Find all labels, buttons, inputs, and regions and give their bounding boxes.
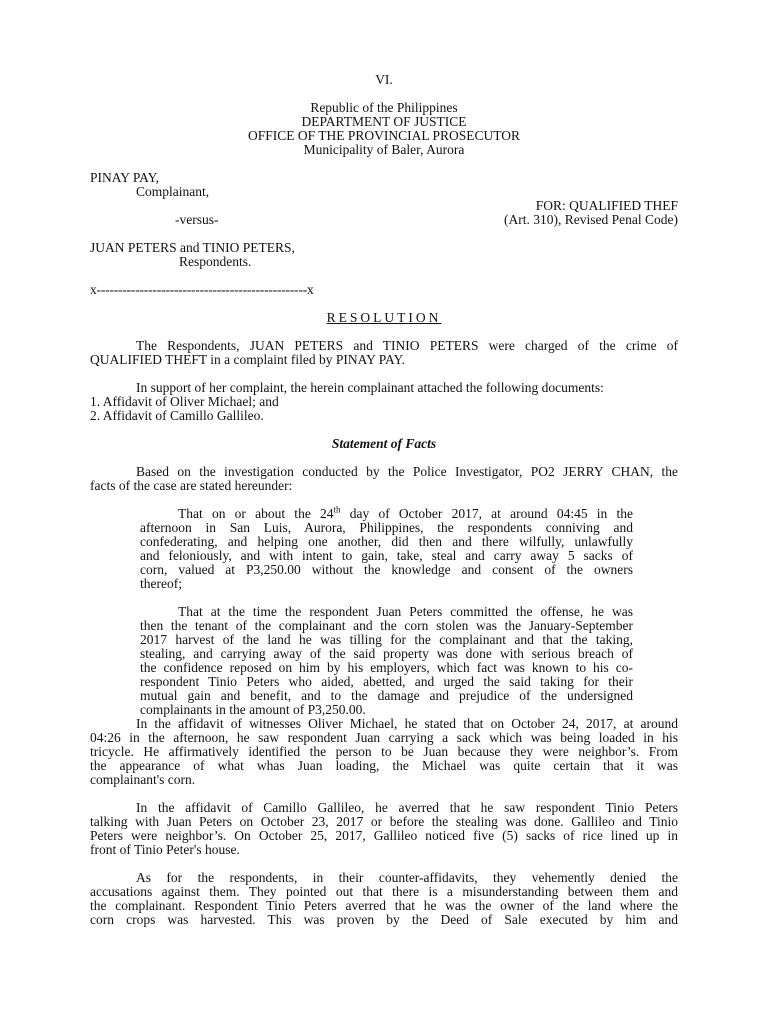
document-item-2: 2. Affidavit of Camillo Gallileo. xyxy=(90,408,264,423)
text-line xyxy=(140,504,633,521)
text-line: corn crops was harvested. This was proven by the Deed of Sale executed by him and xyxy=(90,912,678,927)
text-fragment: day of October 2017, at around 04:45 in the xyxy=(340,506,633,521)
text-line: Based on the investigation conducted by the Police Investigator, PO2 JERRY CHAN, the xyxy=(136,464,678,479)
text-line: confederating, and helping one another, did then and there wilfully, unlawfully xyxy=(140,534,633,549)
document-number: VI. xyxy=(375,72,393,87)
text-line: QUALIFIED THEFT in a complaint filed by PINAY PAY. xyxy=(90,352,405,367)
text-line: respondent Tinio Peters who aided, abetted, and urged the said taking for their xyxy=(140,674,633,689)
text-line: the complainant. Respondent Tinio Peters averred that he was the owner of the land where the xyxy=(90,898,678,913)
complainant-name: PINAY PAY, xyxy=(90,170,160,185)
text-line: front of Tinio Peter's house. xyxy=(90,842,240,857)
text-line: stealing, and carrying away of the said property was done with serious breach of xyxy=(140,646,633,661)
resolution-title: RESOLUTION xyxy=(326,310,442,325)
quoted-allegation-1 xyxy=(140,504,633,591)
header-municipality: Municipality of Baler, Aurora xyxy=(303,142,465,157)
text-line: the appearance of what whas Juan loading, the Michael was quite certain that it was xyxy=(90,758,678,773)
text-line: corn, valued at P3,250.00 without the knowledge and consent of the owners xyxy=(140,562,633,577)
complainant-role: Complainant, xyxy=(136,184,210,199)
text-line: mutual gain and benefit, and to the damage and prejudice of the undersigned xyxy=(140,688,633,703)
text-fragment: That on or about the 24 xyxy=(178,506,334,521)
header-republic: Republic of the Philippines xyxy=(310,100,458,115)
caption-separator: x-------------------------------------------------x xyxy=(90,282,314,297)
text-line: 04:26 in the afternoon, he saw respondent Juan carrying a sack which was being loaded in his xyxy=(90,730,678,745)
document-item-1: 1. Affidavit of Oliver Michael; and xyxy=(90,394,279,409)
respondents-name: JUAN PETERS and TINIO PETERS, xyxy=(90,240,295,255)
text-line: complainant's corn. xyxy=(90,772,196,787)
respondents-role: Respondents. xyxy=(179,254,252,269)
text-line: talking with Juan Peters on October 23, 2017 or before the stealing was done. Gallileo and Tinio xyxy=(90,814,678,829)
text-line: In the affidavit of Camillo Gallileo, he averred that he saw respondent Tinio Peters xyxy=(136,800,678,815)
ordinal-suffix: th xyxy=(333,504,341,515)
text-line: accusations against them. They pointed out that there is a misunderstanding between them and xyxy=(90,884,678,899)
text-line: Peters were neighbor’s. On October 25, 2017, Gallileo noticed five (5) sacks of rice lined up in xyxy=(90,828,678,843)
investigation-paragraph xyxy=(90,465,678,493)
michael-affidavit-paragraph xyxy=(90,717,678,787)
header-department: DEPARTMENT OF JUSTICE xyxy=(301,114,467,129)
text-line: facts of the case are stated hereunder: xyxy=(90,478,293,493)
text-line: complainants in the amount of P3,250.00. xyxy=(140,702,366,717)
text-line: the confidence reposed on him by his employers, which fact was known to his co- xyxy=(140,660,633,675)
respondents-paragraph xyxy=(90,871,678,927)
case-for-label: FOR: QUALIFIED THEF xyxy=(535,198,678,213)
case-article: (Art. 310), Revised Penal Code) xyxy=(504,212,678,227)
text-line: then the tenant of the complainant and the corn stolen was the January-September xyxy=(140,618,633,633)
text-line: afternoon in San Luis, Aurora, Philippines, the respondents conniving and xyxy=(140,520,633,535)
facts-heading: Statement of Facts xyxy=(331,436,437,451)
header-office: OFFICE OF THE PROVINCIAL PROSECUTOR xyxy=(247,128,521,143)
text-line: and feloniously, and with intent to gain, take, steal and carry away 5 sacks of xyxy=(140,548,633,563)
text-line: The Respondents, JUAN PETERS and TINIO PETERS were charged of the crime of xyxy=(136,338,678,353)
versus-label: -versus- xyxy=(175,212,219,227)
intro-paragraph xyxy=(90,339,678,367)
text-line: That at the time the respondent Juan Peters committed the offense, he was xyxy=(178,604,633,619)
text-line: As for the respondents, in their counter-affidavits, they vehemently denied the xyxy=(136,870,678,885)
text-line: 2017 harvest of the land he was tilling for the complainant and that the taking, xyxy=(140,632,633,647)
text-line: In the affidavit of witnesses Oliver Michael, he stated that on October 24, 2017, at around xyxy=(136,716,678,731)
gallileo-affidavit-paragraph xyxy=(90,801,678,857)
text-line: tricycle. He affirmatively identified the person to be Juan because they were neighbor’s. From xyxy=(90,744,678,759)
support-line: In support of her complaint, the herein complainant attached the following documents: xyxy=(136,380,604,395)
quoted-allegation-2 xyxy=(140,605,633,717)
text-line: thereof; xyxy=(140,576,182,591)
